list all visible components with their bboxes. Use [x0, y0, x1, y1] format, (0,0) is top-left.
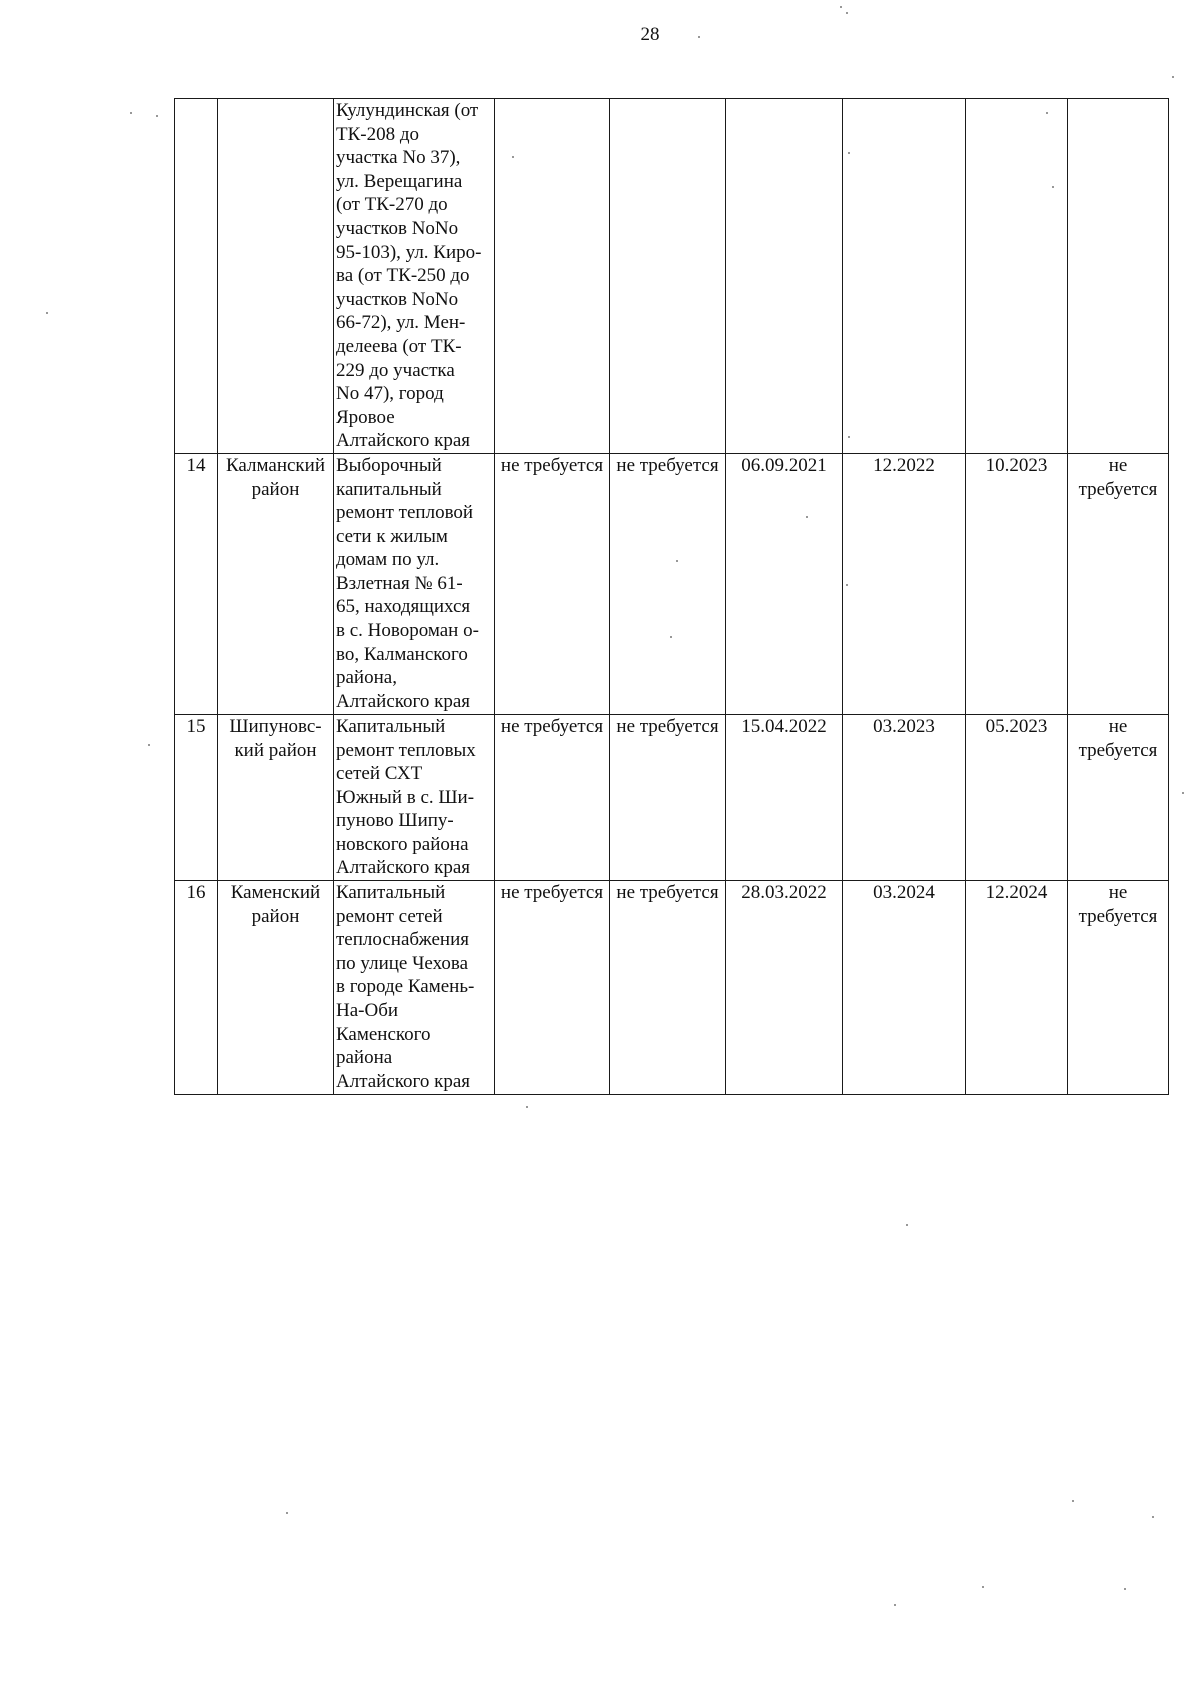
status-a: не требуется [500, 715, 604, 737]
scan-speck [894, 1604, 896, 1606]
scan-speck [1172, 76, 1174, 78]
scan-speck [1182, 792, 1184, 794]
scan-speck [906, 1224, 908, 1226]
status-a: не требуется [500, 454, 604, 476]
scan-speck [1124, 1588, 1126, 1590]
object-description: Кулундинская (от ТК-208 до участка No 37), ул. Верещагина (от ТК-270 до участков NoNo 95-103), ул. Киро- ва (от ТК-250 до участков NoNo 66-72), ул. Мен- делеева (от ТК- 229 до участка No 47), город Яровое Алтайского края [336, 100, 482, 452]
date-2: 03.2024 [873, 882, 935, 904]
scan-speck [848, 152, 850, 154]
scan-speck [698, 36, 700, 38]
row-number: 14 [186, 454, 206, 476]
scan-speck [512, 156, 514, 158]
scan-speck [846, 12, 848, 14]
last-status: не требуется [1078, 882, 1158, 927]
scan-speck [286, 1512, 288, 1514]
scan-speck [846, 584, 848, 586]
page-number: 28 [640, 24, 660, 45]
scan-speck [526, 1106, 528, 1108]
row-number: 15 [186, 715, 206, 737]
row-number: 16 [186, 882, 206, 904]
table-row [175, 453, 1169, 714]
date-3: 10.2023 [985, 454, 1048, 476]
date-1: 15.04.2022 [741, 715, 827, 737]
date-cell-2 [843, 99, 966, 454]
scan-speck [982, 1586, 984, 1588]
district-name: Шипуновс- кий район [229, 715, 322, 761]
scan-speck [806, 516, 808, 518]
table-row [175, 881, 1169, 1095]
scan-speck [1046, 112, 1048, 114]
date-3: 05.2023 [985, 715, 1048, 737]
district-name: Каменский район [230, 882, 321, 927]
scan-speck [130, 112, 132, 114]
status-cell-b [610, 99, 726, 454]
object-description: Выборочный капитальный ремонт тепловой сети к жилым домам по ул. Взлетная № 61- 65, находящихся в с. Новороман о- во, Калманского района, Алтайского края [336, 454, 479, 712]
row-number-cell [175, 99, 218, 454]
object-description: Капитальный ремонт сетей теплоснабжения по улице Чехова в городе Камень- На-Оби Каменского района Алтайского края [336, 882, 475, 1092]
date-1: 06.09.2021 [741, 454, 827, 476]
district-name: Калманский район [226, 454, 325, 500]
last-status: не требуется [1078, 454, 1158, 500]
scan-speck [46, 312, 48, 314]
scan-speck [1152, 1516, 1154, 1518]
status-cell-a [495, 99, 610, 454]
last-status: не требуется [1078, 715, 1158, 761]
object-description: Капитальный ремонт тепловых сетей СХТ Южный в с. Ши- пуново Шипу- новского района Алтайского края [336, 715, 476, 879]
date-2: 03.2023 [873, 715, 935, 737]
scan-speck [848, 436, 850, 438]
status-b: не требуется [616, 454, 719, 476]
date-cell-1 [726, 99, 843, 454]
date-2: 12.2022 [873, 454, 935, 476]
date-3: 12.2024 [985, 882, 1048, 904]
scan-speck [1072, 1500, 1074, 1502]
scan-speck [676, 560, 678, 562]
status-b: не требуется [616, 882, 719, 904]
scan-speck [670, 636, 672, 638]
date-cell-3 [966, 99, 1068, 454]
table-row-continuation [175, 99, 1169, 454]
scan-speck [1052, 186, 1054, 188]
scan-speck [840, 6, 842, 8]
status-b: не требуется [616, 715, 719, 737]
table-row [175, 714, 1169, 880]
object-description-cell [334, 99, 495, 454]
scan-speck [148, 744, 150, 746]
date-1: 28.03.2022 [741, 882, 827, 904]
status-a: не требуется [500, 882, 604, 904]
district-cell [218, 99, 334, 454]
scan-speck [156, 115, 158, 117]
projects-table [174, 98, 1169, 1095]
last-cell [1068, 99, 1169, 454]
